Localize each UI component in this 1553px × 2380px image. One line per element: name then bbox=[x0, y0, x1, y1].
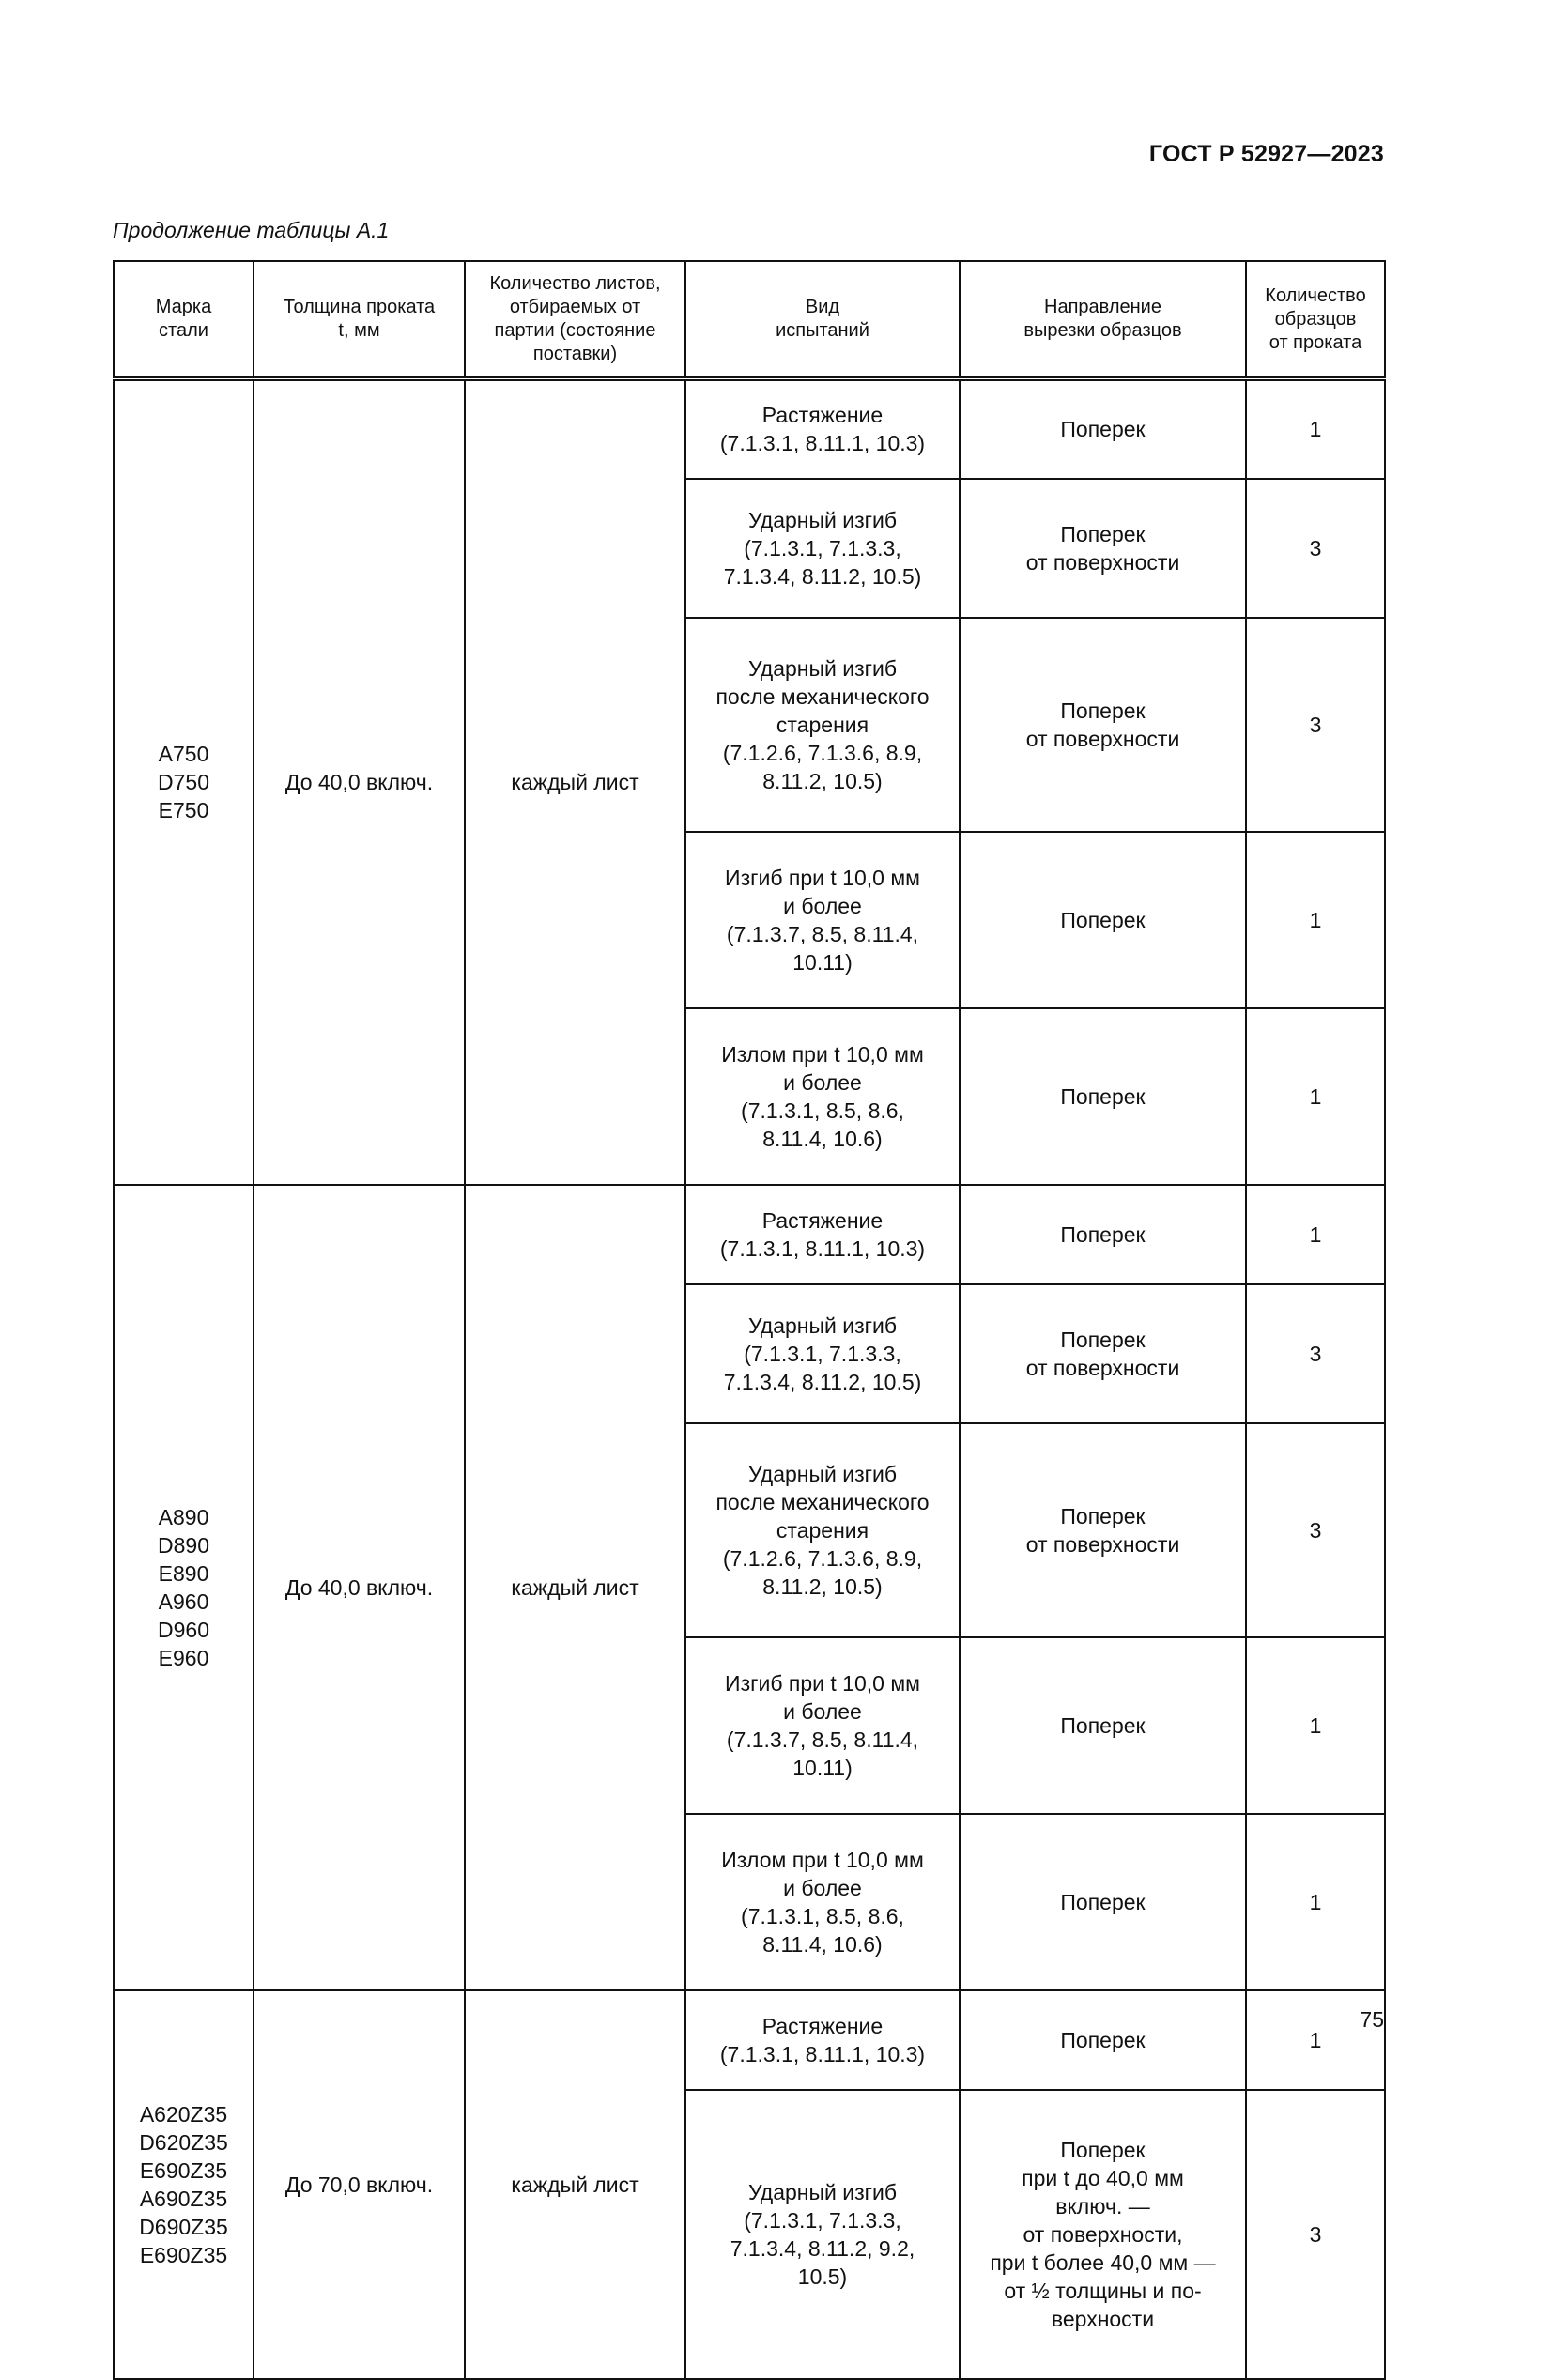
cell-line: Изгиб при t 10,0 мм bbox=[725, 1670, 920, 1696]
sample-count-cell: 1 bbox=[1246, 1185, 1385, 1284]
cell-line: E690Z35 bbox=[139, 2242, 228, 2267]
steel-grade-cell bbox=[114, 1185, 254, 1990]
test-type-cell bbox=[685, 1284, 960, 1423]
cell-line: от ½ толщины и по- bbox=[1004, 2278, 1202, 2303]
cell-line: Поперек bbox=[1060, 1083, 1146, 1109]
specimen-table bbox=[113, 260, 1386, 2380]
cell-line: партии (состояние bbox=[494, 320, 656, 341]
cell-line: испытаний bbox=[776, 320, 869, 341]
cell-line: отбираемых от bbox=[509, 297, 641, 317]
cell-line: (7.1.3.1, 8.5, 8.6, bbox=[741, 1903, 904, 1928]
cell-line: 10.11) bbox=[792, 949, 853, 975]
cell-line: и более bbox=[783, 1698, 862, 1724]
cell-line: Поперек bbox=[1060, 1327, 1146, 1352]
cell-line: Растяжение bbox=[761, 1207, 884, 1233]
cell-line: D890 bbox=[158, 1532, 209, 1558]
sample-count-cell: 1 bbox=[1246, 379, 1385, 479]
cell-line: (7.1.3.1, 8.5, 8.6, bbox=[741, 1098, 904, 1123]
cell-line: А620Z35 bbox=[139, 2101, 228, 2127]
cell-line: Ударный изгиб bbox=[747, 1461, 898, 1486]
cell-line: Поперек bbox=[1060, 1221, 1146, 1247]
table-body bbox=[114, 379, 1385, 2379]
cell-line: от поверхности bbox=[1025, 1355, 1180, 1380]
direction-cell bbox=[960, 1008, 1246, 1185]
cell-line: поставки) bbox=[532, 344, 618, 364]
cell-line: и более bbox=[783, 893, 862, 918]
column-header-thickness bbox=[254, 261, 465, 379]
sample-count-cell: 3 bbox=[1246, 1423, 1385, 1637]
thickness-cell: До 40,0 включ. bbox=[254, 379, 465, 1185]
cell-line: включ. — bbox=[1055, 2193, 1150, 2219]
cell-line: Марка bbox=[155, 297, 212, 317]
page-number: 75 bbox=[1360, 2007, 1384, 2032]
cell-line: Количество листов, bbox=[489, 273, 661, 294]
test-type-cell bbox=[685, 479, 960, 618]
cell-line: (7.1.3.7, 8.5, 8.11.4, bbox=[726, 921, 919, 946]
cell-line: E750 bbox=[158, 798, 209, 823]
table-row bbox=[114, 1990, 1385, 2090]
cell-line: Ударный изгиб bbox=[747, 1313, 898, 1338]
cell-line: 10.11) bbox=[792, 1755, 853, 1780]
sample-count-cell: 1 bbox=[1246, 1008, 1385, 1185]
cell-line: А960 bbox=[158, 1589, 209, 1614]
cell-line: Ударный изгиб bbox=[747, 655, 898, 681]
direction-cell bbox=[960, 379, 1246, 479]
cell-line: (7.1.2.6, 7.1.3.6, 8.9, bbox=[722, 740, 923, 765]
cell-line: старения bbox=[776, 712, 869, 737]
cell-line: Ударный изгиб bbox=[747, 2179, 898, 2204]
column-header-sheets bbox=[465, 261, 685, 379]
cell-line: от поверхности bbox=[1025, 549, 1180, 575]
test-type-cell bbox=[685, 1423, 960, 1637]
cell-line: от проката bbox=[1269, 331, 1362, 353]
cell-line: (7.1.3.1, 7.1.3.3, bbox=[744, 1341, 901, 1366]
steel-grade-cell bbox=[114, 379, 254, 1185]
cell-line: стали bbox=[159, 320, 208, 341]
column-header-grade bbox=[114, 261, 254, 379]
cell-line: (7.1.3.1, 7.1.3.3, bbox=[744, 2207, 901, 2233]
table-row bbox=[114, 1185, 1385, 1284]
sample-count-cell: 1 bbox=[1246, 1990, 1385, 2090]
column-header-count bbox=[1246, 261, 1385, 379]
cell-line: (7.1.2.6, 7.1.3.6, 8.9, bbox=[722, 1545, 923, 1571]
cell-line: (7.1.3.1, 7.1.3.3, bbox=[744, 535, 901, 560]
document-code: ГОСТ Р 52927—2023 bbox=[1148, 141, 1384, 167]
cell-line: 8.11.4, 10.6) bbox=[762, 1126, 883, 1151]
cell-line: (7.1.3.1, 8.11.1, 10.3) bbox=[719, 431, 926, 456]
sheets-cell: каждый лист bbox=[465, 1185, 685, 1990]
cell-line: Направление bbox=[1044, 297, 1161, 317]
cell-line: Поперек bbox=[1060, 2027, 1146, 2052]
direction-cell bbox=[960, 1990, 1246, 2090]
direction-cell bbox=[960, 1814, 1246, 1990]
column-header-test-type bbox=[685, 261, 960, 379]
cell-line: 7.1.3.4, 8.11.2, 10.5) bbox=[723, 1369, 922, 1394]
cell-line: E690Z35 bbox=[139, 2157, 228, 2183]
sample-count-cell: 1 bbox=[1246, 1637, 1385, 1814]
direction-cell bbox=[960, 1637, 1246, 1814]
direction-cell bbox=[960, 1185, 1246, 1284]
sample-count-cell: 3 bbox=[1246, 618, 1385, 832]
test-type-cell bbox=[685, 1008, 960, 1185]
cell-line: Излом при t 10,0 мм bbox=[721, 1847, 924, 1872]
cell-line: Ударный изгиб bbox=[747, 507, 898, 532]
steel-grade-cell bbox=[114, 1990, 254, 2379]
cell-line: 8.11.2, 10.5) bbox=[762, 768, 883, 793]
direction-cell bbox=[960, 1284, 1246, 1423]
cell-line: D620Z35 bbox=[139, 2129, 228, 2155]
cell-line: Поперек bbox=[1060, 521, 1146, 546]
cell-line: D960 bbox=[158, 1617, 209, 1642]
cell-line: Толщина проката bbox=[283, 297, 436, 317]
cell-line: 7.1.3.4, 8.11.2, 9.2, bbox=[730, 2235, 915, 2261]
sample-count-cell: 3 bbox=[1246, 479, 1385, 618]
sample-count-cell: 1 bbox=[1246, 832, 1385, 1008]
cell-line: (7.1.3.1, 8.11.1, 10.3) bbox=[719, 2041, 926, 2066]
cell-line: Поперек bbox=[1060, 1712, 1146, 1738]
direction-cell bbox=[960, 618, 1246, 832]
test-type-cell bbox=[685, 832, 960, 1008]
cell-line: от поверхности bbox=[1025, 726, 1180, 751]
cell-line: 8.11.2, 10.5) bbox=[762, 1574, 883, 1599]
thickness-cell: До 40,0 включ. bbox=[254, 1185, 465, 1990]
cell-line: А890 bbox=[158, 1504, 209, 1529]
cell-line: Количество bbox=[1265, 284, 1366, 306]
cell-line: А690Z35 bbox=[139, 2186, 228, 2211]
test-type-cell bbox=[685, 1185, 960, 1284]
cell-line: и более bbox=[783, 1875, 862, 1900]
cell-line: и более bbox=[783, 1069, 862, 1095]
cell-line: Растяжение bbox=[761, 2013, 884, 2038]
table-header-row bbox=[114, 261, 1385, 379]
cell-line: старения bbox=[776, 1517, 869, 1543]
cell-line: вырезки образцов bbox=[1023, 320, 1182, 341]
cell-line: (7.1.3.1, 8.11.1, 10.3) bbox=[719, 1236, 926, 1261]
cell-line: D690Z35 bbox=[139, 2214, 228, 2239]
cell-line: от поверхности, bbox=[1023, 2221, 1183, 2247]
test-type-cell bbox=[685, 1990, 960, 2090]
cell-line: от поверхности bbox=[1025, 1531, 1180, 1557]
test-type-cell bbox=[685, 2090, 960, 2379]
test-type-cell bbox=[685, 379, 960, 479]
cell-line: (7.1.3.7, 8.5, 8.11.4, bbox=[726, 1727, 919, 1752]
cell-line: после механического bbox=[715, 683, 930, 709]
direction-cell bbox=[960, 479, 1246, 618]
cell-line: Вид bbox=[805, 297, 840, 317]
cell-line: 8.11.4, 10.6) bbox=[762, 1931, 883, 1957]
column-header-direction bbox=[960, 261, 1246, 379]
sheets-cell: каждый лист bbox=[465, 1990, 685, 2379]
sample-count-cell: 1 bbox=[1246, 1814, 1385, 1990]
test-type-cell bbox=[685, 618, 960, 832]
cell-line: при t более 40,0 мм — bbox=[990, 2249, 1216, 2275]
cell-line: E890 bbox=[158, 1560, 209, 1586]
table-row bbox=[114, 379, 1385, 479]
cell-line: t, мм bbox=[338, 320, 380, 341]
cell-line: Излом при t 10,0 мм bbox=[721, 1041, 924, 1067]
cell-line: Поперек bbox=[1060, 1889, 1146, 1914]
direction-cell bbox=[960, 832, 1246, 1008]
cell-line: Изгиб при t 10,0 мм bbox=[725, 865, 920, 890]
table-caption: Продолжение таблицы А.1 bbox=[113, 218, 390, 242]
thickness-cell: До 70,0 включ. bbox=[254, 1990, 465, 2379]
cell-line: 7.1.3.4, 8.11.2, 10.5) bbox=[723, 563, 922, 589]
cell-line: D750 bbox=[158, 770, 209, 795]
cell-line: Поперек bbox=[1060, 1503, 1146, 1528]
cell-line: Поперек bbox=[1060, 698, 1146, 723]
direction-cell bbox=[960, 2090, 1246, 2379]
test-type-cell bbox=[685, 1814, 960, 1990]
cell-line: 10.5) bbox=[797, 2264, 848, 2289]
sample-count-cell: 3 bbox=[1246, 2090, 1385, 2379]
cell-line: образцов bbox=[1274, 308, 1357, 330]
sample-count-cell: 3 bbox=[1246, 1284, 1385, 1423]
cell-line: А750 bbox=[158, 742, 209, 767]
cell-line: E960 bbox=[158, 1645, 209, 1670]
sheets-cell: каждый лист bbox=[465, 379, 685, 1185]
cell-line: верхности bbox=[1051, 2306, 1155, 2331]
cell-line: после механического bbox=[715, 1489, 930, 1514]
direction-cell bbox=[960, 1423, 1246, 1637]
test-type-cell bbox=[685, 1637, 960, 1814]
cell-line: Поперек bbox=[1060, 417, 1146, 442]
cell-line: Поперек bbox=[1060, 907, 1146, 932]
cell-line: при t до 40,0 мм bbox=[1022, 2165, 1184, 2190]
cell-line: Поперек bbox=[1060, 2137, 1146, 2162]
cell-line: Растяжение bbox=[761, 403, 884, 428]
